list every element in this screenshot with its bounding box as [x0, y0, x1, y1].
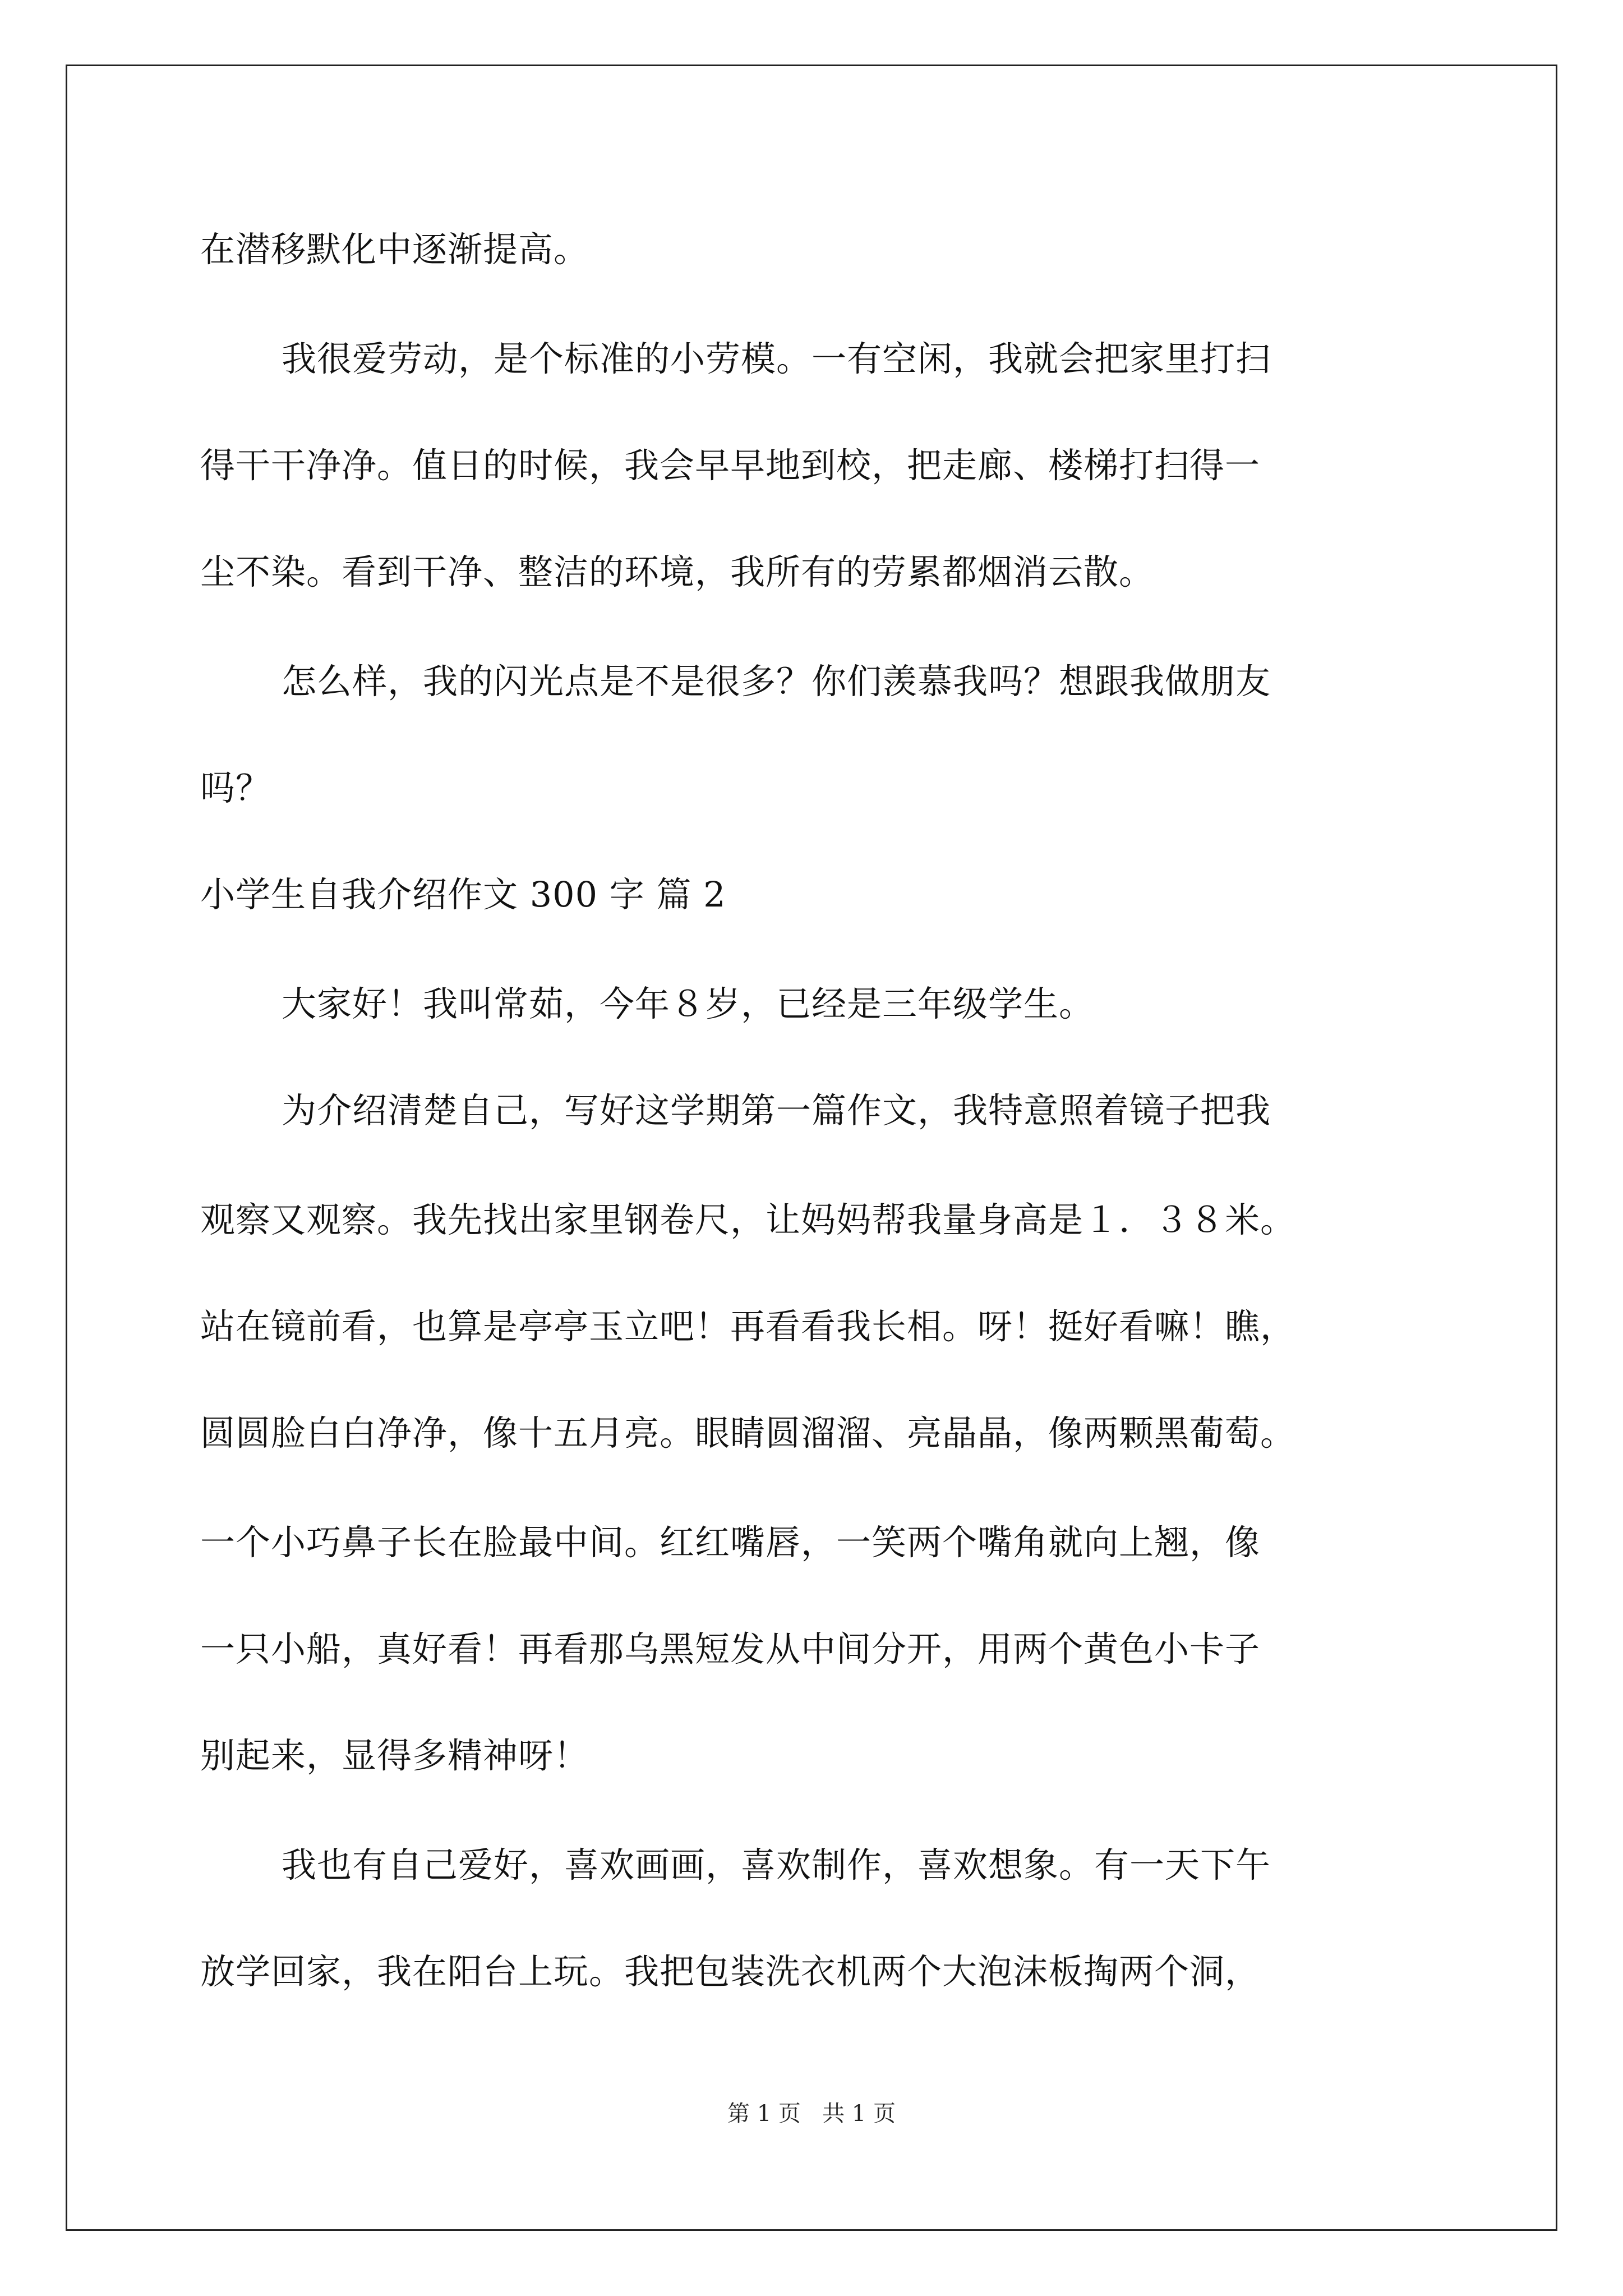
text-line: 得干干净净。值日的时候，我会早早地到校，把走廊、楼梯打扫得一	[200, 445, 1261, 486]
text-line: 怎么样，我的闪光点是不是很多？你们羡慕我吗？想跟我做朋友	[282, 661, 1271, 702]
text-line: 我很爱劳动，是个标准的小劳模。一有空闲，我就会把家里打扫	[282, 338, 1271, 379]
text-line: 我也有自己爱好，喜欢画画，喜欢制作，喜欢想象。有一天下午	[282, 1844, 1271, 1885]
text-line: 别起来，显得多精神呀！	[200, 1735, 589, 1776]
text-line: 一只小船，真好看！再看那乌黑短发从中间分开，用两个黄色小卡子	[200, 1628, 1261, 1669]
page-border	[66, 65, 1557, 2231]
page-footer: 第 1 页 共 1 页	[727, 2101, 896, 2127]
text-line: 观察又观察。我先找出家里钢卷尺，让妈妈帮我量身高是１．３８米。	[200, 1199, 1296, 1240]
text-line: 尘不染。看到干净、整洁的环境，我所有的劳累都烟消云散。	[200, 551, 1155, 592]
text-line: 放学回家，我在阳台上玩。我把包装洗衣机两个大泡沫板掏两个洞，	[200, 1951, 1261, 1992]
text-line: 为介绍清楚自己，写好这学期第一篇作文，我特意照着镜子把我	[282, 1090, 1271, 1131]
text-line: 圆圆脸白白净净，像十五月亮。眼睛圆溜溜、亮晶晶，像两颗黑葡萄。	[200, 1412, 1296, 1453]
section-heading: 小学生自我介绍作文 300 字 篇 2	[200, 874, 726, 915]
text-line: 在潜移默化中逐渐提高。	[200, 229, 589, 270]
text-line: 大家好！我叫常茹，今年８岁，已经是三年级学生。	[282, 983, 1095, 1024]
text-line: 吗？	[200, 767, 271, 808]
text-line: 一个小巧鼻子长在脸最中间。红红嘴唇，一笑两个嘴角就向上翘，像	[200, 1522, 1261, 1563]
text-line: 站在镜前看，也算是亭亭玉立吧！再看看我长相。呀！挺好看嘛！瞧，	[200, 1306, 1296, 1347]
